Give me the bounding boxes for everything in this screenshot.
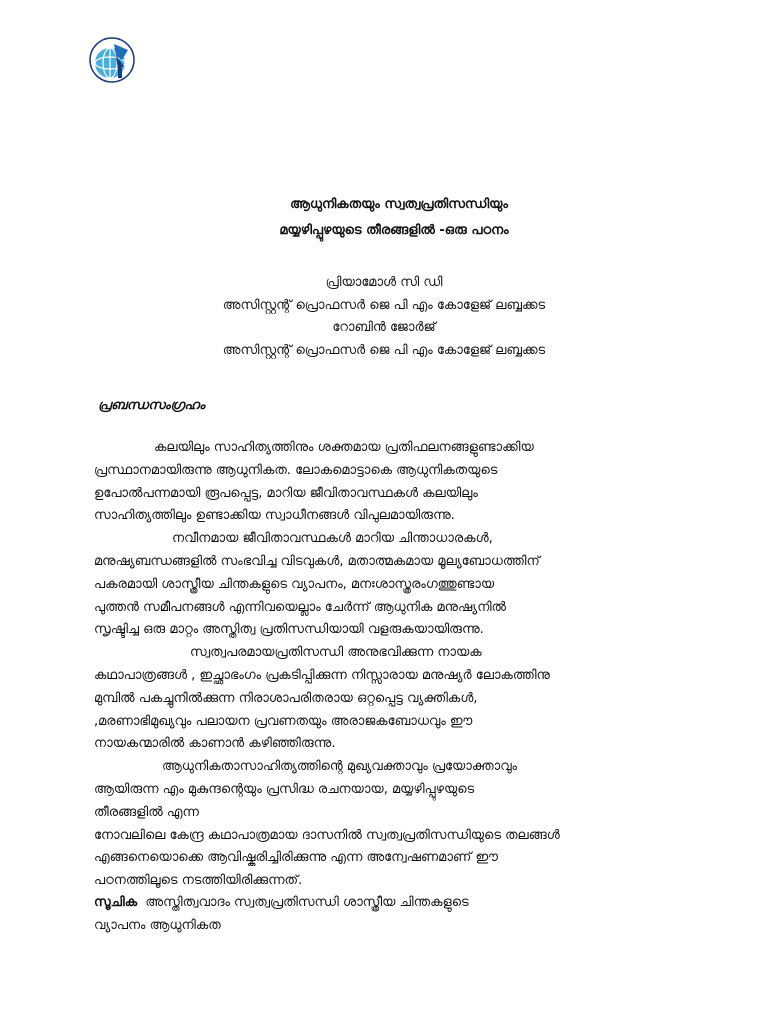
abstract-heading: പ്രബന്ധസംഗ്രഹം: [98, 398, 205, 413]
abstract-line: പ്രസ്ഥാനമായിരുന്നു ആധുനികത. ലോകമൊട്ടാകെ ആധുനികതയുടെ: [94, 462, 498, 478]
paper-title: [0, 192, 768, 244]
abstract-line: കഥാപാത്രങ്ങൾ , ഇച്ഛാഭംഗം പ്രകടിപ്പിക്കുന്ന നിസ്സാരായ മനുഷ്യർ ലോകത്തിനു: [94, 667, 550, 683]
author-name-1: പ്രിയാമോൾ സി ഡി: [325, 275, 443, 290]
abstract-line: പകരമായി ശാസ്ത്രീയ ചിന്തകളുടെ വ്യാപനം, മനഃശാസ്ത്രരംഗത്തുണ്ടായ: [94, 576, 495, 592]
college-logo-icon: [88, 36, 136, 84]
abstract-line: നായകന്മാരിൽ കാണാൻ കഴിഞ്ഞിരുന്നു.: [94, 736, 336, 752]
keywords-text-1: അസ്തിത്വവാദം സ്വത്വപ്രതിസന്ധി ശാസ്ത്രീയ ചിന്തകളുടെ: [145, 895, 469, 910]
abstract-line: ആയിരുന്ന എം മുകുന്ദന്റെയും പ്രസിദ്ധ രചനയായ, മയ്യഴിപ്പുഴയുടെ: [94, 781, 475, 797]
keywords-text-2: വ്യാപനം ആധുനികത: [94, 917, 221, 933]
abstract-line: ,മരണാഭിമുഖ്യവും പലായന പ്രവണതയും അരാജകബോധവും ഈ: [94, 713, 473, 729]
abstract-line: നവീനമായ ജീവിതാവസ്ഥകൾ മാറിയ ചിന്താധാരകൾ,: [172, 531, 493, 547]
abstract-line: സാഹിത്യത്തിലും ഉണ്ടാക്കിയ സ്വാധീനങ്ങൾ വിപുലമായിരുന്നു.: [94, 508, 455, 524]
title-line-2: മയ്യഴിപ്പുഴയുടെ തീരങ്ങളിൽ -ഒരു പഠനം: [279, 223, 509, 238]
author-name-2: റോബിൻ ജോർജ്: [332, 320, 436, 335]
abstract-line: തീരങ്ങളിൽ എന്ന: [94, 804, 199, 820]
keywords-label: സൂചിക: [94, 895, 138, 910]
abstract-line: സൃഷ്ടിച്ച ഒരു മാറ്റം അസ്തിത്വ പ്രതിസന്ധിയായി വളരുകയായിരുന്നു.: [94, 622, 484, 638]
author-affiliation-2: അസിസ്റ്റന്റ് പ്രൊഫസർ ജെ പി എം കോളേജ് ലബ്ബക്കട: [222, 342, 546, 358]
abstract-line: മുമ്പിൽ പകച്ചുനിൽക്കുന്ന നിരാശാപരിതരായ ഒറ്റപ്പെട്ട വ്യക്തികൾ,: [94, 690, 478, 706]
author-affiliation-1: അസിസ്റ്റന്റ് പ്രൊഫസർ ജെ പി എം കോളേജ് ലബ്ബക്കട: [222, 297, 546, 313]
abstract-line: ഉപോൽപന്നമായി രൂപപ്പെട്ട, മാറിയ ജീവിതാവസ്ഥകൾ കലയിലും: [94, 485, 478, 501]
abstract-line: എങ്ങനെയൊക്കെ ആവിഷ്കരിച്ചിരിക്കുന്നു എന്ന അന്വേഷണമാണ് ഈ: [94, 850, 498, 866]
abstract-line: ആധുനികതാസാഹിത്യത്തിന്റെ മുഖ്യവക്താവും പ്രയോക്താവും: [162, 759, 518, 775]
title-line-1: ആധുനികതയും സ്വത്വപ്രതിസന്ധിയും: [290, 197, 508, 212]
abstract-body: [94, 437, 694, 893]
abstract-line: നോവലിലെ കേന്ദ്ര കഥാപാത്രമായ ദാസനിൽ സ്വത്വപ്രതിസന്ധിയുടെ തലങ്ങൾ: [94, 827, 560, 843]
abstract-line: കലയിലും സാഹിത്യത്തിനും ശക്തമായ പ്രതിഫലനങ്ങളുണ്ടാക്കിയ: [154, 440, 534, 455]
keywords-line-1: [94, 892, 694, 915]
abstract-line: സ്വത്വപരമായപ്രതിസന്ധി അനുഭവിക്കുന്ന നായക: [190, 645, 482, 661]
abstract-line: പുത്തൻ സമീപനങ്ങൾ എന്നിവയെല്ലാം ചേർന്ന് ആധുനിക മനുഷ്യനിൽ: [94, 599, 507, 615]
abstract-line: പഠനത്തിലൂടെ നടത്തിയിരിക്കുന്നത്.: [94, 873, 303, 889]
abstract-line: മനുഷ്യബന്ധങ്ങളിൽ സംഭവിച്ച വിടവുകൾ, മതാത്മകമായ മൂല്യബോധത്തിന്: [94, 553, 540, 569]
keywords-block: [94, 892, 694, 938]
author-block: [0, 272, 768, 362]
